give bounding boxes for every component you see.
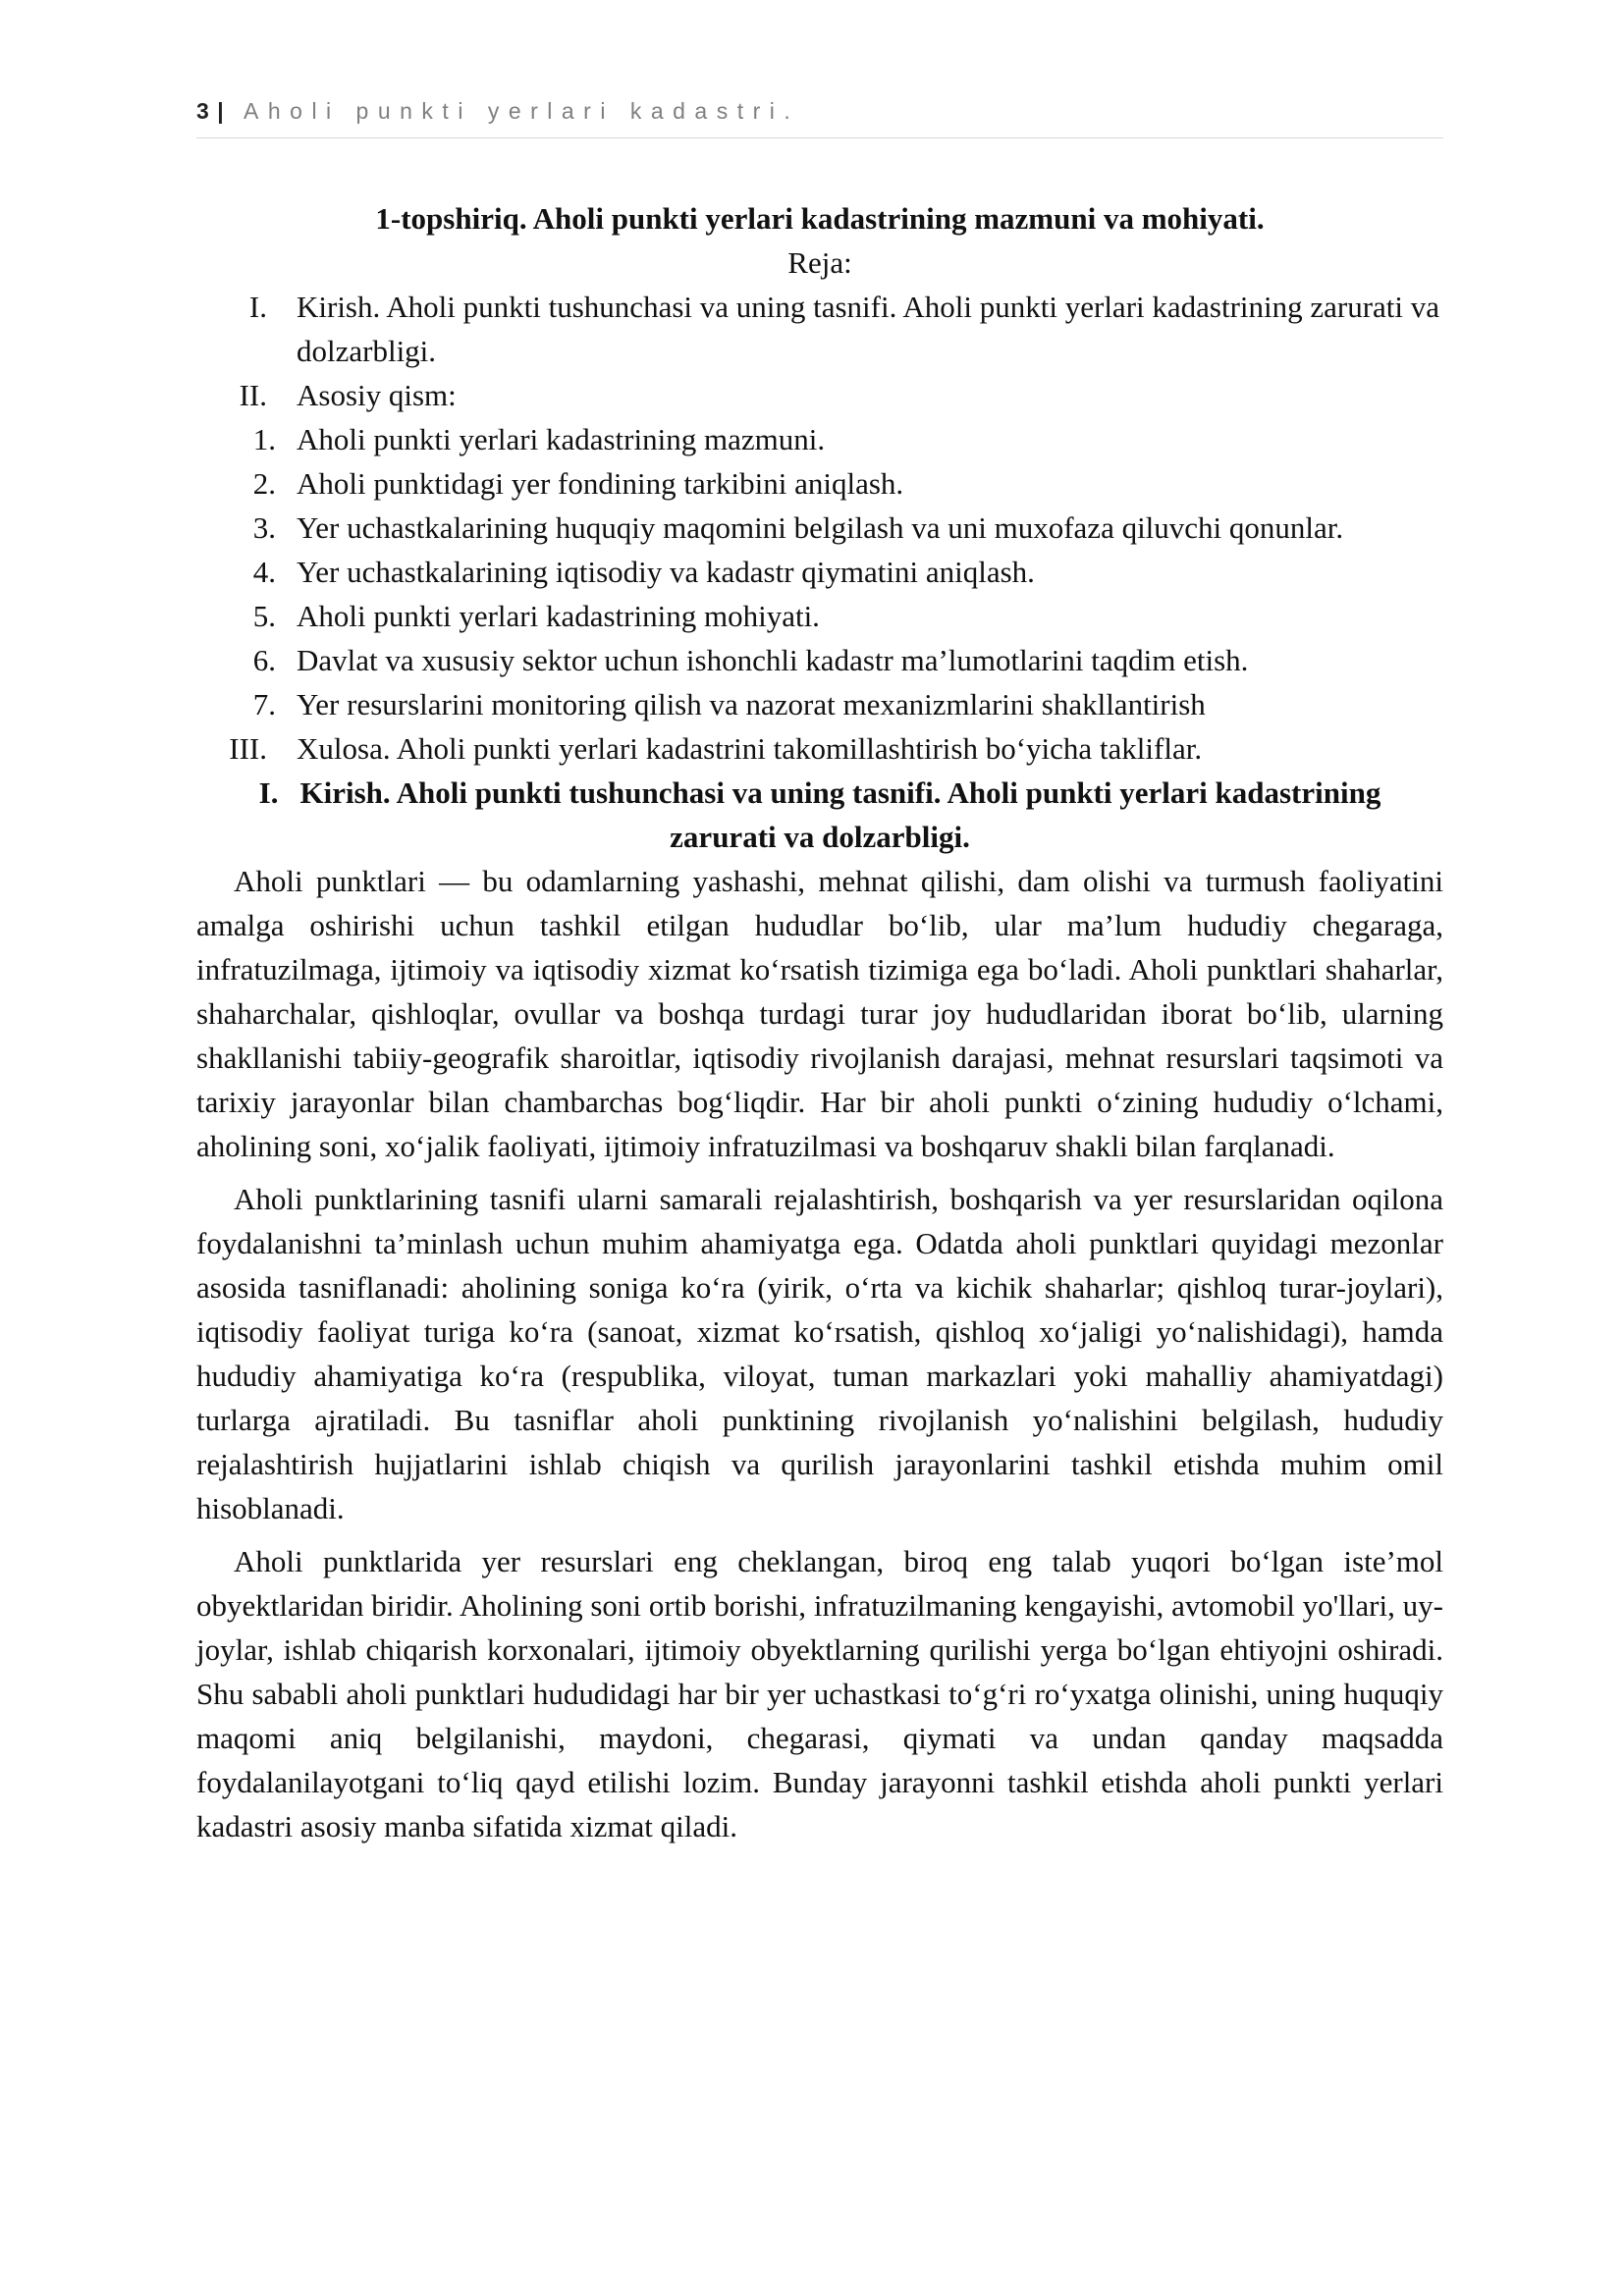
page-content <box>196 196 1443 1857</box>
task-title: 1-topshiriq. Aholi punkti yerlari kadastrining mazmuni va mohiyati. <box>375 201 1265 236</box>
plan-subitem-text: Yer uchastkalarining huquqiy maqomini belgilash va uni muxofaza qiluvchi qonunlar. <box>297 510 1344 545</box>
plan-subitem-marker: 6. <box>252 643 276 677</box>
plan-subitem <box>196 417 1443 461</box>
header-separator: | <box>217 98 224 124</box>
plan-list <box>196 285 1443 771</box>
section-heading-marker: I. <box>258 775 279 810</box>
plan-subitem <box>196 461 1443 506</box>
plan-subitem-text: Yer resurslarini monitoring qilish va nazorat mexanizmlarini shakllantirish <box>297 687 1206 721</box>
plan-item <box>196 726 1443 771</box>
section-heading <box>196 771 1443 859</box>
plan-subitem-text: Aholi punktidagi yer fondining tarkibini aniqlash. <box>297 466 904 501</box>
plan-label: Reja: <box>787 245 852 280</box>
plan-subitem <box>196 550 1443 594</box>
body-paragraph: Aholi punktlarining tasnifi ularni samarali rejalashtirish, boshqarish va yer resurslaridan oqilona foydalanishni ta’minlash uchun muhim ahamiyatga ega. Odatda aholi punktlari quyidagi mezonlar asosida tasniflanadi: aholining soniga ko‘ra (yirik, o‘rta va kichik shaharlar; qishloq turar-joylari), iqtisodiy faoliyat turiga ko‘ra (sanoat, xizmat ko‘rsatish, qishloq xo‘jaligi yo‘nalishidagi), hamda hududiy ahamiyatiga ko‘ra (respublika, viloyat, tuman markazlari yoki mahalliy ahamiyatdagi) turlarga ajratiladi. Bu tasniflar aholi punktining rivojlanish yo‘nalishini belgilash, hududiy rejalashtirish hujjatlarini ishlab chiqish va qurilish jarayonlarini tashkil etishda muhim omil hisoblanadi. <box>196 1182 1443 1525</box>
plan-item-marker: II. <box>239 378 267 412</box>
plan-subitem <box>196 594 1443 638</box>
plan-subitem-text: Yer uchastkalarining iqtisodiy va kadastr qiymatini aniqlash. <box>297 555 1035 589</box>
page-number: 3 <box>196 98 211 124</box>
plan-subitem-marker: 4. <box>252 555 276 589</box>
plan-subitem-marker: 1. <box>252 422 276 456</box>
plan-item-marker: III. <box>229 731 267 766</box>
plan-item-text: Asosiy qism: <box>297 378 457 412</box>
plan-item-text: Kirish. Aholi punkti tushunchasi va uning tasnifi. Aholi punkti yerlari kadastrining zarurati va dolzarbligi. <box>297 290 1440 368</box>
body-paragraph: Aholi punktlarida yer resurslari eng cheklangan, biroq eng talab yuqori bo‘lgan iste’mol obyektlaridan biridir. Aholining soni ortib borishi, infratuzilmaning kengayishi, avtomobil yo'llari, uy-joylar, ishlab chiqarish korxonalari, ijtimoiy obyektlarning qurilishi yerga bo‘lgan ehtiyojni oshiradi. Shu sababli aholi punktlari hududidagi har bir yer uchastkasi to‘g‘ri ro‘yxatga olinishi, uning huquqiy maqomi aniq belgilanishi, maydoni, chegarasi, qiymati va undan qanday maqsadda foydalanilayotgani to‘liq qayd etilishi lozim. Bunday jarayonni tashkil etishda aholi punkti yerlari kadastri asosiy manba sifatida xizmat qiladi. <box>196 1544 1443 1843</box>
plan-subitem <box>196 638 1443 682</box>
plan-item-text: Xulosa. Aholi punkti yerlari kadastrini takomillashtirish bo‘yicha takliflar. <box>297 731 1203 766</box>
plan-item <box>196 373 1443 417</box>
plan-subitem-text: Aholi punkti yerlari kadastrining mazmuni. <box>297 422 826 456</box>
plan-item <box>196 285 1443 373</box>
plan-subitem-marker: 2. <box>252 466 276 501</box>
plan-subitem-marker: 7. <box>252 687 276 721</box>
plan-subitem <box>196 506 1443 550</box>
section-heading-text: Kirish. Aholi punkti tushunchasi va uning tasnifi. Aholi punkti yerlari kadastrining zarurati va dolzarbligi. <box>299 775 1381 854</box>
plan-subitem-marker: 5. <box>252 599 276 633</box>
plan-subitem-marker: 3. <box>252 510 276 545</box>
running-header <box>196 96 1443 138</box>
plan-subitem <box>196 682 1443 726</box>
plan-item-marker: I. <box>248 290 267 324</box>
plan-subitem-text: Davlat va xususiy sektor uchun ishonchli kadastr ma’lumotlarini taqdim etish. <box>297 643 1249 677</box>
running-title: Aholi punkti yerlari kadastri. <box>244 98 800 124</box>
plan-subitem-text: Aholi punkti yerlari kadastrining mohiyati. <box>297 599 820 633</box>
body-paragraph: Aholi punktlari — bu odamlarning yashashi, mehnat qilishi, dam olishi va turmush faoliyatini amalga oshirishi uchun tashkil etilgan hududlar bo‘lib, ular ma’lum hududiy chegaraga, infratuzilmaga, ijtimoiy va iqtisodiy xizmat ko‘rsatish tizimiga ega bo‘ladi. Aholi punktlari shaharlar, shaharchalar, qishloqlar, ovullar va boshqa turdagi turar joy hududlaridan iborat bo‘lib, ularning shakllanishi tabiiy-geografik sharoitlar, iqtisodiy rivojlanish darajasi, mehnat resurslari taqsimoti va tarixiy jarayonlar bilan chambarchas bog‘liqdir. Har bir aholi punkti o‘zining hududiy o‘lchami, aholining soni, xo‘jalik faoliyati, ijtimoiy infratuzilmasi va boshqaruv shakli bilan farqlanadi. <box>196 864 1443 1163</box>
